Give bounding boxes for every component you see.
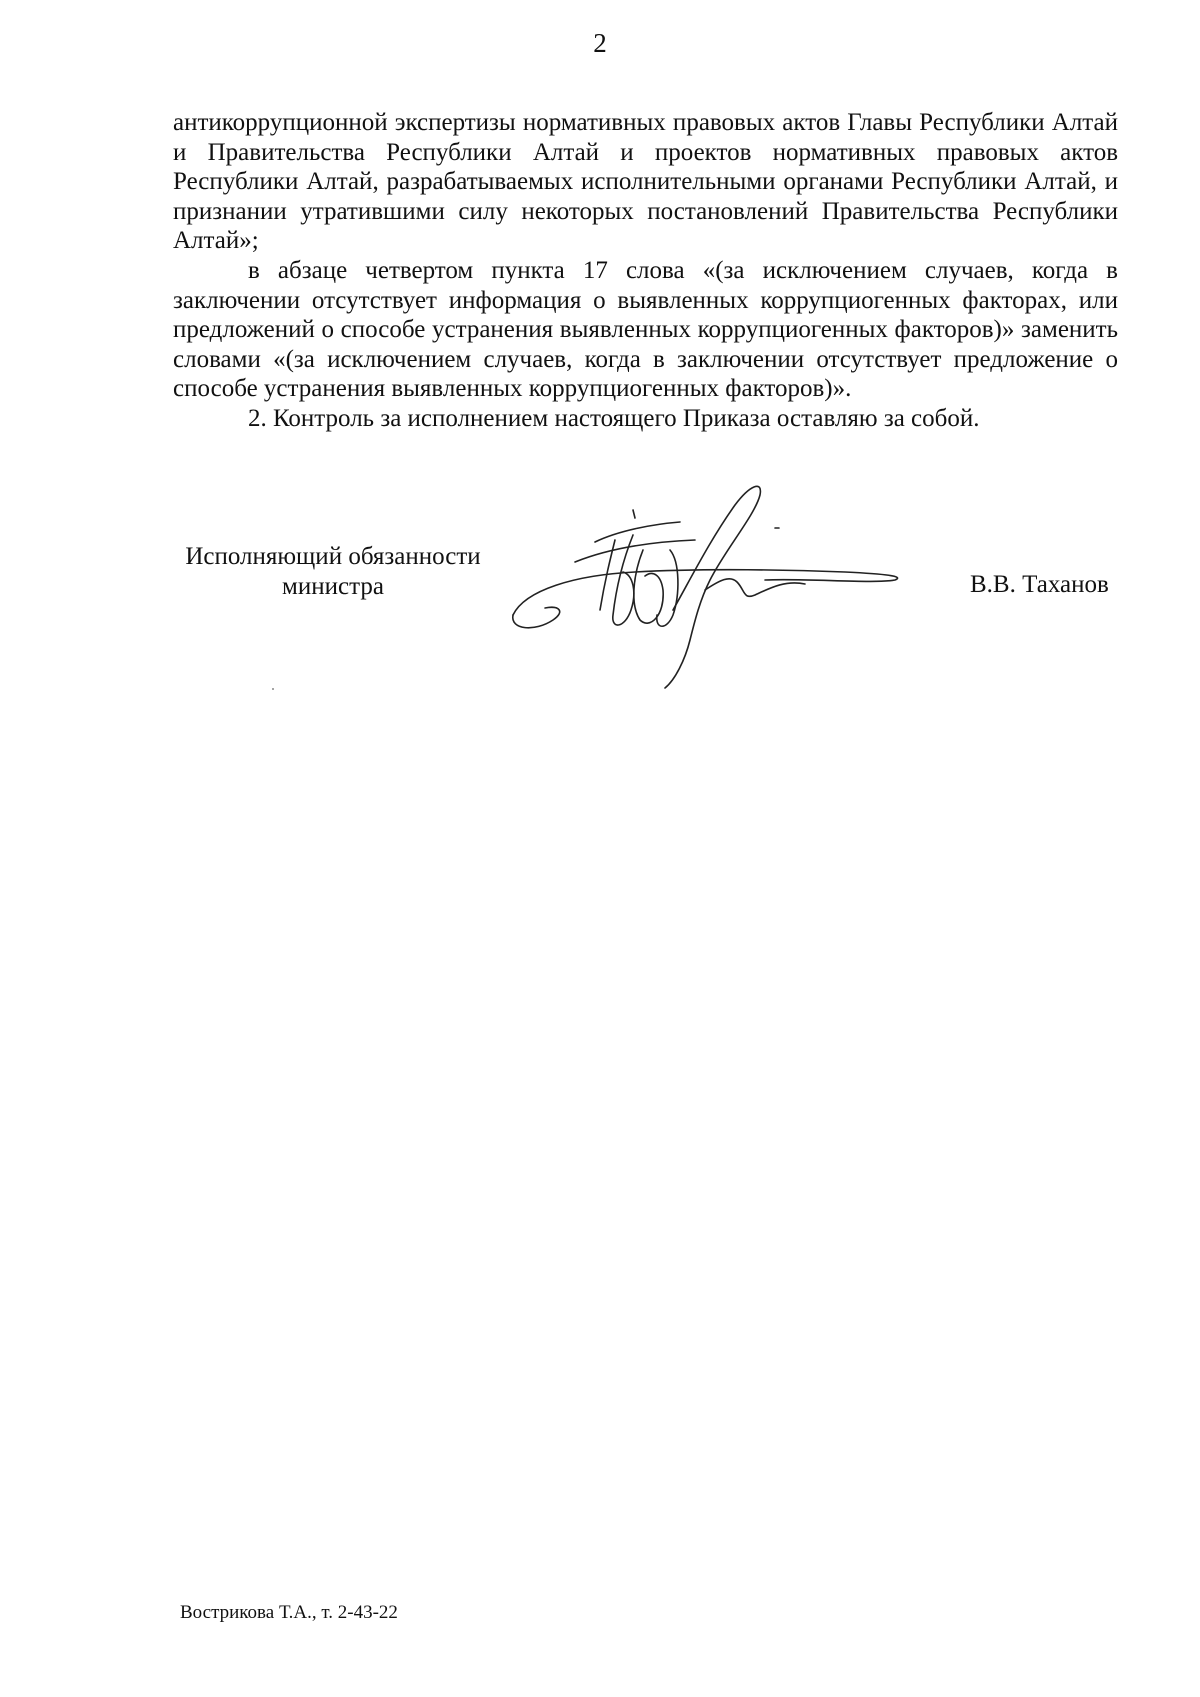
body-paragraph-continuation: антикоррупционной экспертизы нормативных правовых актов Главы Республики Алтай и Правительства Республики Алтай и проектов нормативных правовых актов Республики Алтай, разрабатываемых исполнительными органами Республики Алтай, и признании утратившими силу некоторых постановлений Правительства Республики Алтай»; [173, 109, 1118, 255]
document-body [173, 108, 1118, 434]
scan-speck [272, 688, 274, 690]
executor-contact: Вострикова Т.А., т. 2-43-22 [180, 1602, 398, 1623]
handwritten-signature [505, 480, 955, 690]
signer-position-line-2: министра [282, 573, 384, 600]
signer-position [173, 542, 493, 602]
signer-position-line-1: Исполняющий обязанности [185, 543, 481, 570]
page-number: 2 [593, 28, 607, 58]
body-paragraph-control-clause: 2. Контроль за исполнением настоящего Приказа оставляю за собой. [248, 404, 980, 432]
signer-name: В.В. Таханов [970, 571, 1109, 598]
body-paragraph-amendment: в абзаце четвертом пункта 17 слова «(за исключением случаев, когда в заключении отсутствует информация о выявленных коррупциогенных факторах, или предложений о способе устранения выявленных коррупциогенных факторов)» заменить словами «(за исключением случаев, когда в заключении отсутствует предложение о способе устранения выявленных коррупциогенных факторов)». [173, 256, 1118, 403]
